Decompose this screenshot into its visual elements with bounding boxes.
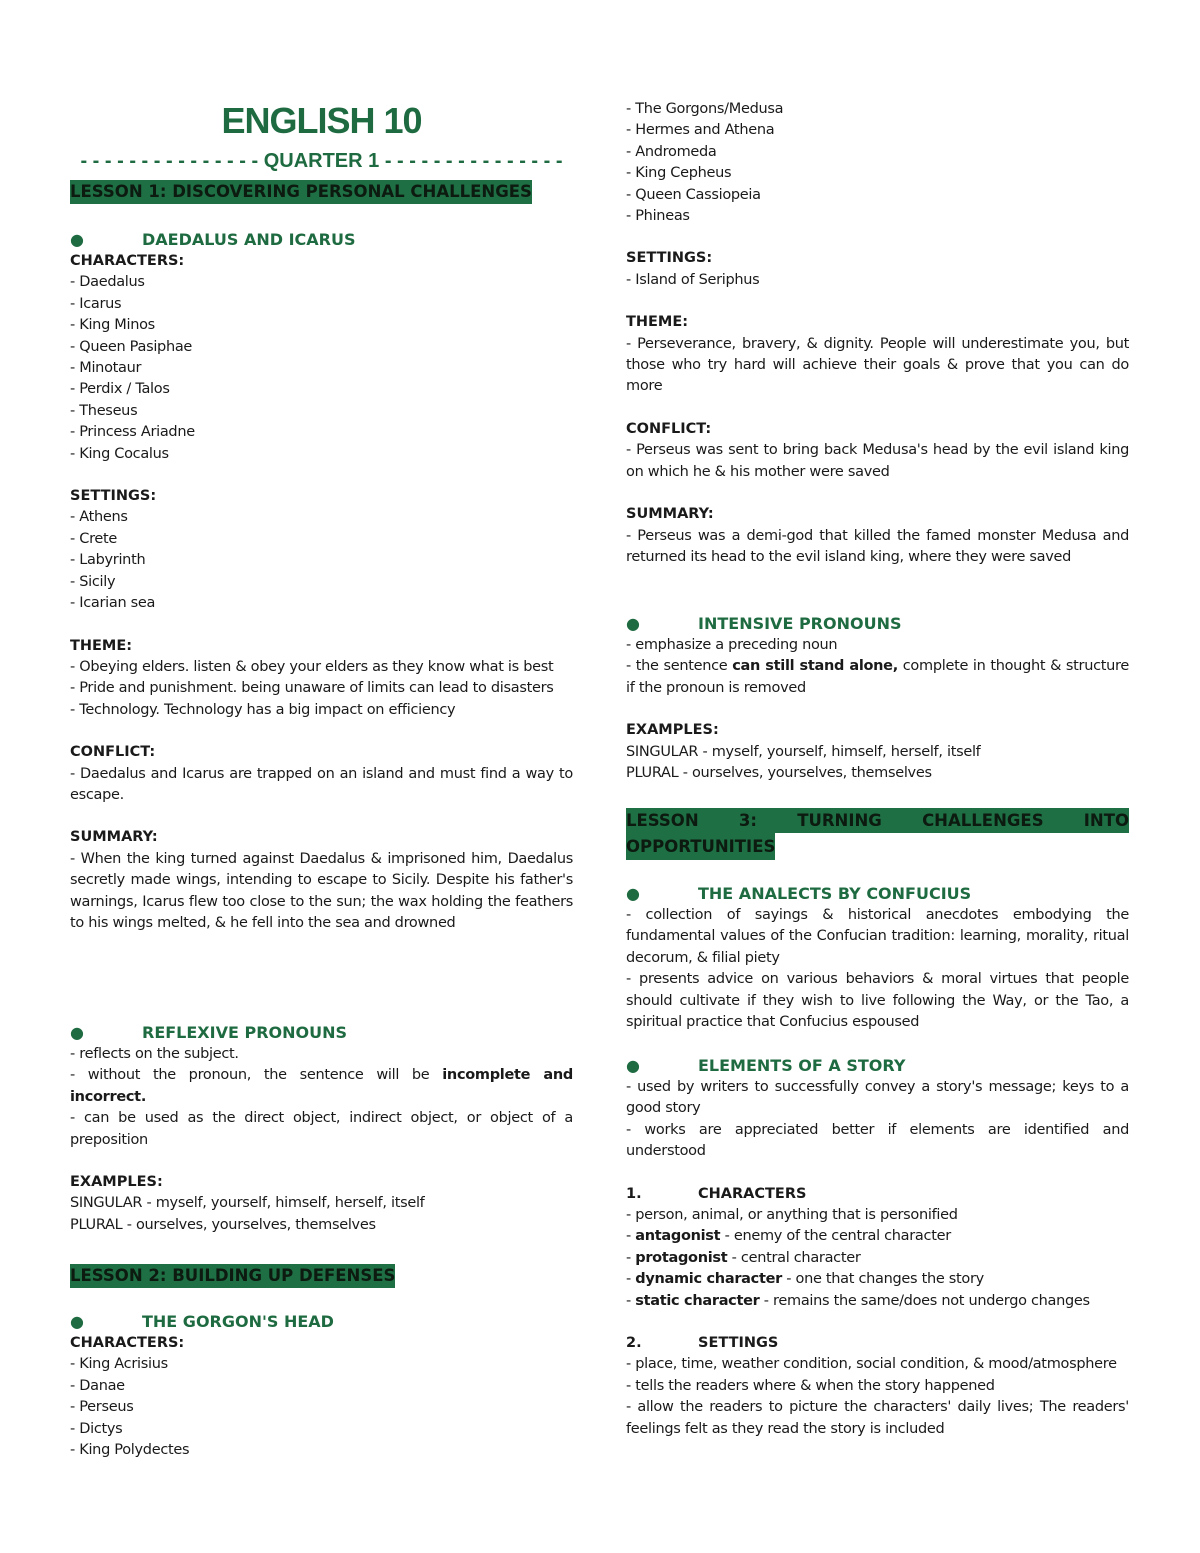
- list-item: - Phineas: [626, 208, 690, 225]
- list-item: - Icarus: [70, 295, 122, 312]
- examples-plural: PLURAL - ourselves, yourselves, themselves: [70, 1216, 376, 1233]
- characters-line: - person, animal, or anything that is personified: [626, 1207, 958, 1224]
- list-item: - Andromeda: [626, 143, 717, 160]
- intensive-section: [626, 613, 1129, 784]
- list-item: - King Cepheus: [626, 165, 732, 182]
- reflexive-line: - reflects on the subject.: [70, 1046, 239, 1062]
- summary-text: - When the king turned against Daedalus & imprisoned him, Daedalus secretly made wings, intending to escape to Sicily. Despite his father's warnings, Icarus flew too close to the sun; the wax holding the feathers to his wings melted, & he fell into the sea and drowned: [70, 850, 573, 931]
- characters-label: CHARACTERS:: [70, 253, 185, 269]
- analects-title: ● THE ANALECTS BY CONFUCIUS: [626, 884, 972, 903]
- list-item: - Sicily: [70, 573, 116, 590]
- theme-label: THEME:: [626, 314, 689, 331]
- list-item: - The Gorgons/Medusa: [626, 101, 784, 117]
- quarter-heading: - - - - - - - - - - - - - - - QUARTER 1 - - - - - - - - - - - - - - -: [80, 150, 563, 172]
- list-item: - Queen Pasiphae: [70, 338, 193, 355]
- analects-section: [626, 883, 1129, 1033]
- elements-line: - used by writers to successfully convey a story's message; keys to a good story: [626, 1079, 1129, 1117]
- list-item: - Minotaur: [70, 360, 142, 377]
- examples-singular: SINGULAR - myself, yourself, himself, herself, itself: [626, 743, 981, 760]
- reflexive-section: [70, 1022, 573, 1236]
- bullet-icon: ●: [70, 1023, 84, 1042]
- settings-label: SETTINGS:: [626, 250, 713, 267]
- lesson-2-section: [70, 1264, 573, 1288]
- list-item: - Daedalus: [70, 274, 145, 291]
- bullet-icon: ●: [626, 884, 640, 903]
- dynamic-line: - dynamic character - one that changes the story: [626, 1271, 984, 1288]
- analects-line: - collection of sayings & historical anecdotes embodying the fundamental values of the Confucian tradition: learning, morality, ritual decorum, & filial piety: [626, 907, 1129, 966]
- elements-line: - works are appreciated better if elements are identified and understood: [626, 1121, 1129, 1160]
- list-item: - Danae: [70, 1377, 125, 1394]
- theme-label: THEME:: [70, 637, 133, 654]
- lesson-1-heading: LESSON 1: DISCOVERING PERSONAL CHALLENGES: [70, 180, 532, 204]
- list-item: - Island of Seriphus: [626, 271, 760, 288]
- list-item: - Queen Cassiopeia: [626, 186, 761, 203]
- list-item: - Theseus: [70, 402, 138, 419]
- list-item: - Crete: [70, 530, 118, 547]
- static-line: - static character - remains the same/does not undergo changes: [626, 1292, 1090, 1309]
- list-item: - Athens: [70, 509, 128, 526]
- list-item: - Labyrinth: [70, 552, 146, 569]
- gorgon-section-left: [70, 1311, 573, 1461]
- list-item: - Perdix / Talos: [70, 381, 170, 398]
- settings-line: - place, time, weather condition, social condition, & mood/atmosphere: [626, 1356, 1117, 1373]
- list-item: - King Acrisius: [70, 1356, 168, 1373]
- lesson-3-heading: LESSON 3: TURNING CHALLENGES INTO: [626, 808, 1129, 833]
- elements-section: [626, 1055, 1129, 1440]
- gorgon-title: ● THE GORGON'S HEAD: [70, 1312, 334, 1331]
- lesson-2-heading: LESSON 2: BUILDING UP DEFENSES: [70, 1264, 395, 1288]
- conflict-text: - Daedalus and Icarus are trapped on an island and must find a way to escape.: [70, 765, 573, 803]
- daedalus-title: ● DAEDALUS AND ICARUS: [70, 230, 356, 249]
- intensive-line: - emphasize a preceding noun: [626, 637, 838, 653]
- intensive-title: ● INTENSIVE PRONOUNS: [626, 614, 902, 633]
- theme-item: - Obeying elders. listen & obey your elders as they know what is best: [70, 658, 554, 675]
- antagonist-line: - antagonist - enemy of the central character: [626, 1228, 951, 1245]
- reflexive-line: - can be used as the direct object, indirect object, or object of a preposition: [70, 1110, 573, 1148]
- list-item: - Perseus: [70, 1399, 134, 1416]
- bullet-icon: ●: [626, 614, 640, 633]
- list-item: - Dictys: [70, 1420, 123, 1437]
- page-title: ENGLISH 10: [221, 100, 422, 141]
- conflict-label: CONFLICT:: [70, 744, 156, 761]
- settings-line: - allow the readers to picture the characters' daily lives; The readers' feelings felt as they read the story is included: [626, 1399, 1129, 1437]
- lesson-1-section: [70, 180, 573, 204]
- characters-label: CHARACTERS:: [70, 1335, 185, 1351]
- summary-label: SUMMARY:: [626, 506, 714, 523]
- summary-label: SUMMARY:: [70, 829, 158, 846]
- protagonist-line: - protagonist - central character: [626, 1249, 861, 1266]
- settings-line: - tells the readers where & when the story happened: [626, 1377, 995, 1394]
- examples-plural: PLURAL - ourselves, yourselves, themselves: [626, 765, 932, 782]
- theme-item: - Pride and punishment. being unaware of limits can lead to disasters: [70, 680, 554, 697]
- settings-heading: 2. SETTINGS: [626, 1335, 779, 1352]
- examples-label: EXAMPLES:: [70, 1174, 163, 1191]
- lesson-3-heading-line2: OPPORTUNITIES: [626, 833, 775, 860]
- conflict-text: - Perseus was sent to bring back Medusa's head by the evil island king on which he & his mother were saved: [626, 442, 1129, 480]
- intensive-line: - the sentence can still stand alone, complete in thought & structure if the pronoun is removed: [626, 658, 1129, 696]
- examples-singular: SINGULAR - myself, yourself, himself, herself, itself: [70, 1195, 425, 1212]
- gorgon-section-right: [626, 99, 1129, 568]
- characters-heading: 1. CHARACTERS: [626, 1185, 807, 1202]
- list-item: - King Polydectes: [70, 1442, 190, 1459]
- list-item: - Icarian sea: [70, 595, 156, 612]
- conflict-label: CONFLICT:: [626, 420, 712, 437]
- examples-label: EXAMPLES:: [626, 722, 719, 739]
- settings-label: SETTINGS:: [70, 488, 157, 505]
- reflexive-line: - without the pronoun, the sentence will be incomplete and incorrect.: [70, 1067, 573, 1105]
- elements-title: ● ELEMENTS OF A STORY: [626, 1056, 906, 1075]
- summary-text: - Perseus was a demi-god that killed the famed monster Medusa and returned its head to the evil island king, where they were saved: [626, 527, 1129, 565]
- list-item: - Princess Ariadne: [70, 424, 195, 441]
- reflexive-title: ● REFLEXIVE PRONOUNS: [70, 1023, 348, 1042]
- theme-text: - Perseverance, bravery, & dignity. People will underestimate you, but those who try hard will achieve their goals & prove that you can do more: [626, 335, 1129, 395]
- list-item: - Hermes and Athena: [626, 122, 775, 139]
- bullet-icon: ●: [626, 1056, 640, 1075]
- bullet-icon: ●: [70, 1312, 84, 1331]
- daedalus-section: [70, 229, 573, 934]
- analects-line: - presents advice on various behaviors & moral virtues that people should cultivate if they wish to live following the Way, or the Tao, a spiritual practice that Confucius espoused: [626, 971, 1129, 1031]
- theme-item: - Technology. Technology has a big impact on efficiency: [70, 701, 456, 718]
- list-item: - King Minos: [70, 317, 155, 334]
- lesson-3-section: [626, 808, 1129, 860]
- list-item: - King Cocalus: [70, 445, 169, 462]
- bullet-icon: ●: [70, 230, 84, 249]
